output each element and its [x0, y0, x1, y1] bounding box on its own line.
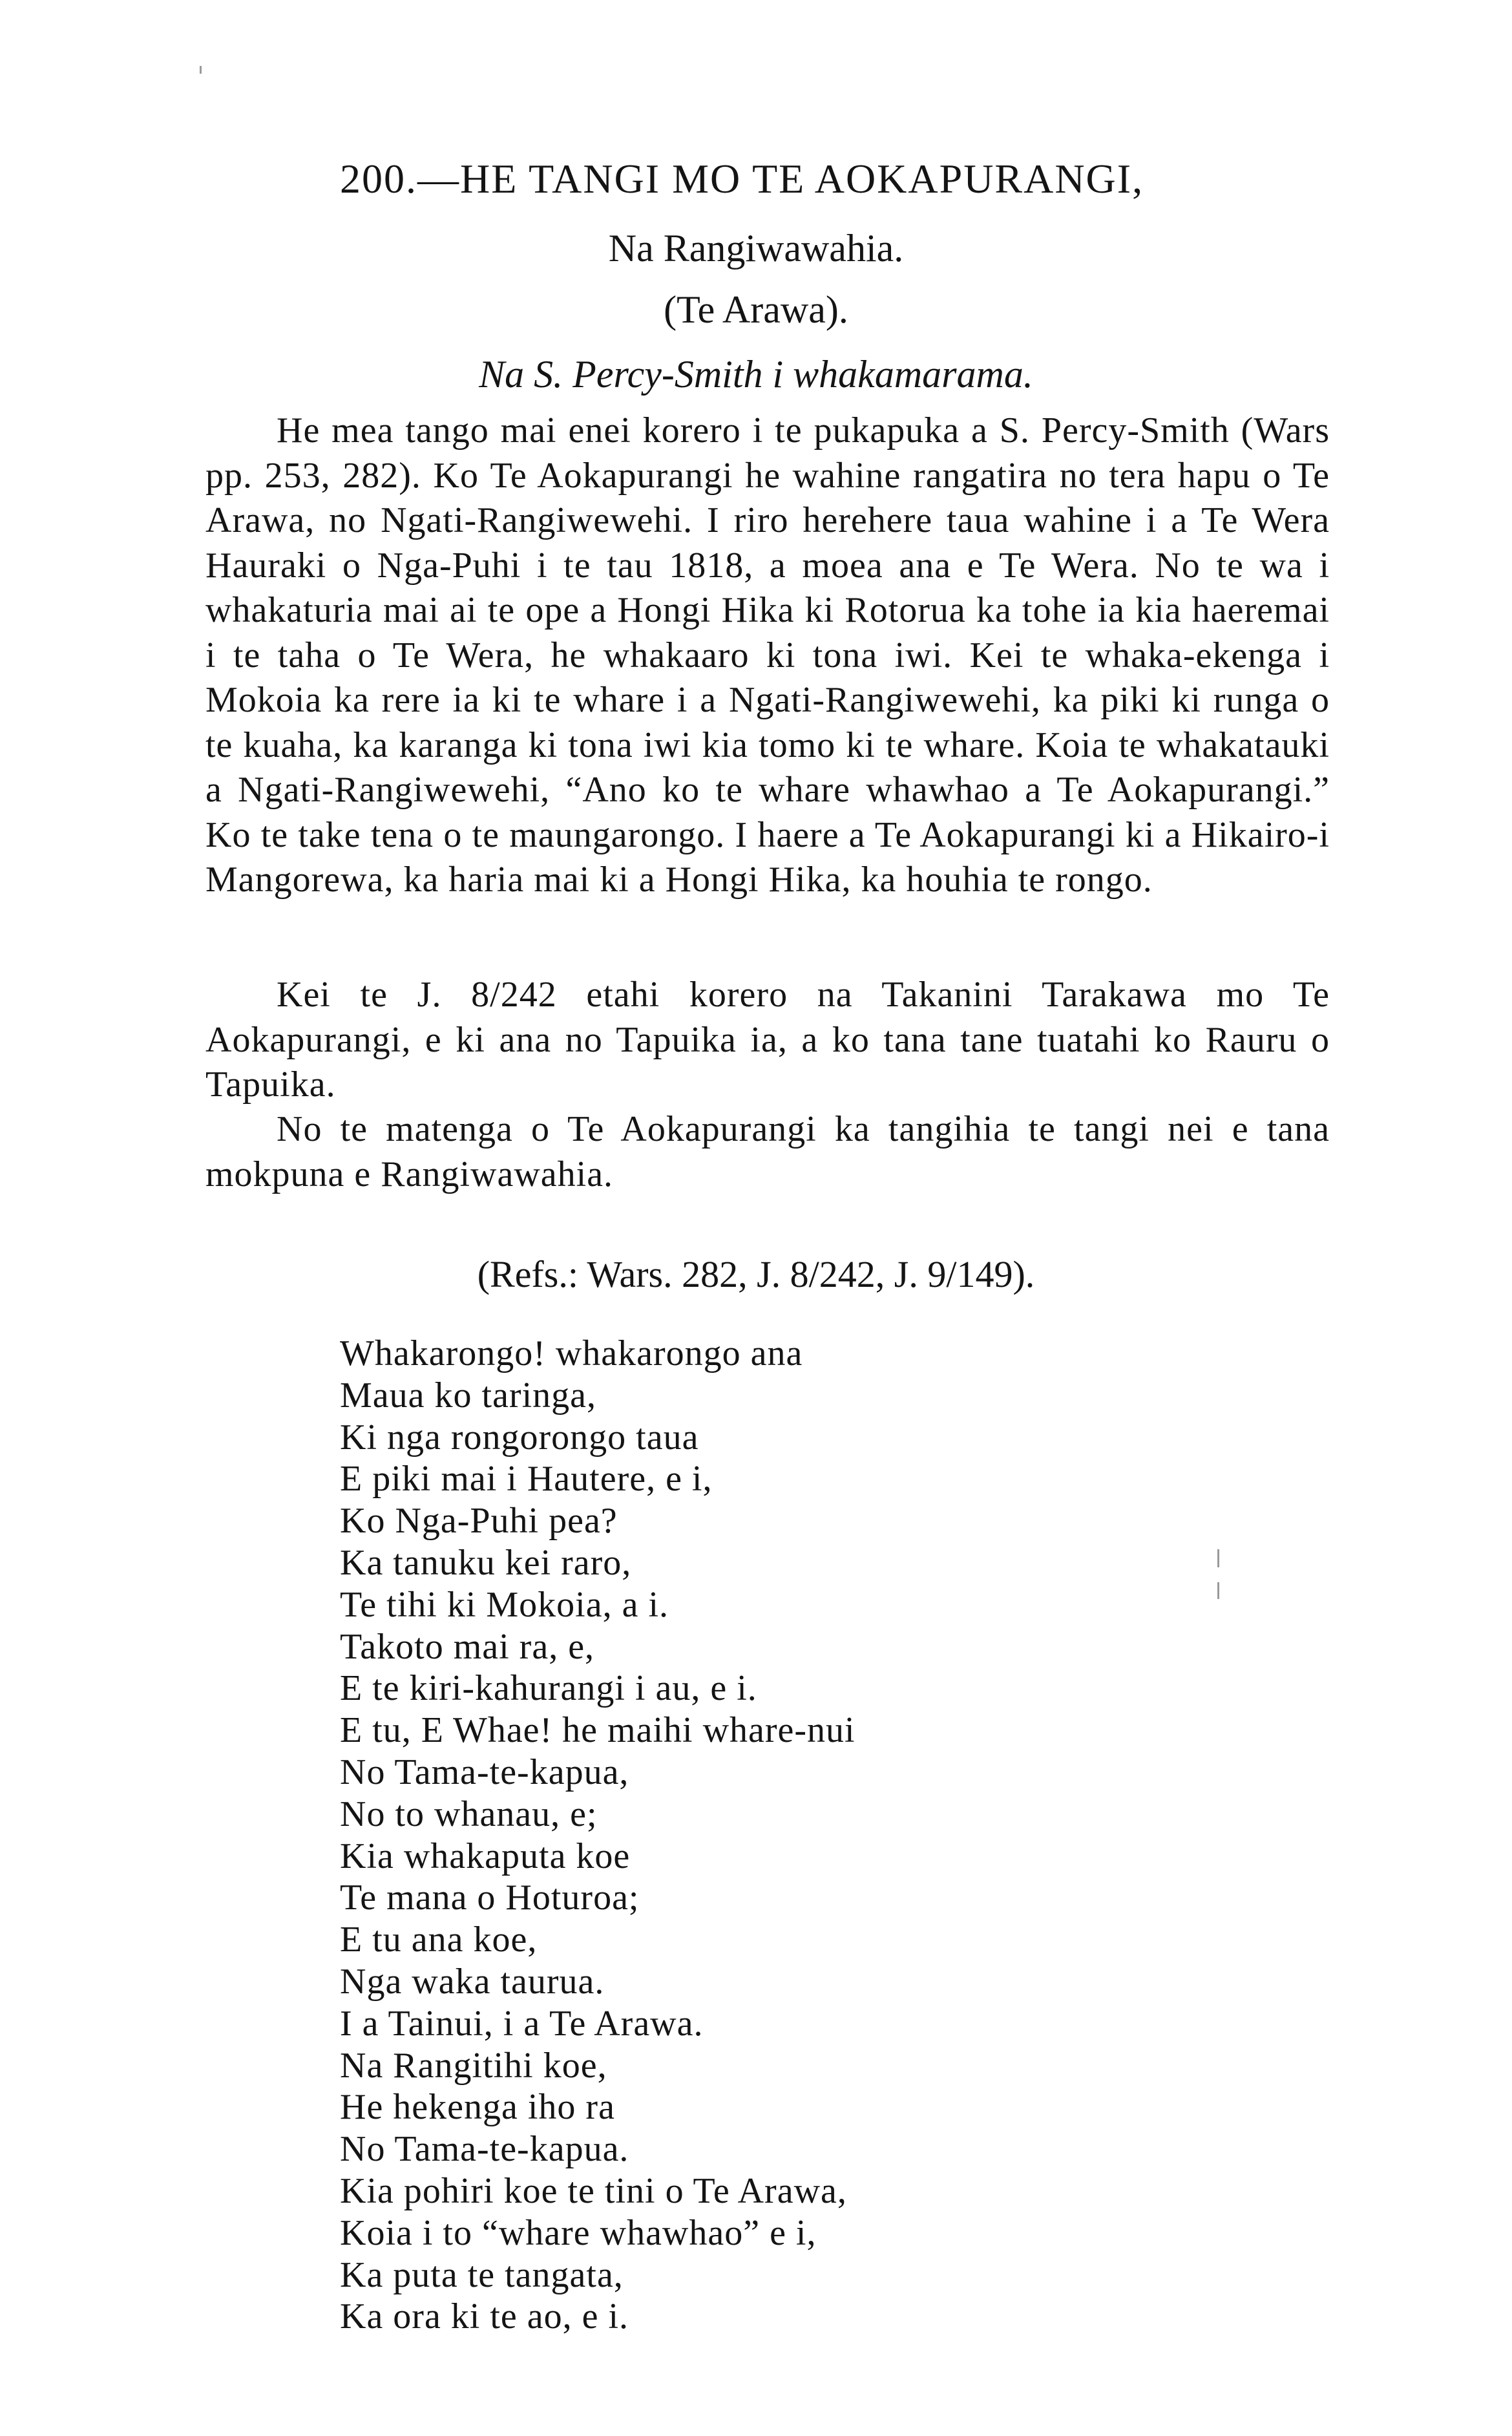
poem-line: Maua ko taringa, — [340, 1375, 596, 1415]
song-heading: 200.—HE TANGI MO TE AOKAPURANGI, — [340, 156, 1144, 202]
song-author: Na Rangiwawahia. — [608, 227, 904, 270]
poem-line: Whakarongo! whakarongo ana — [340, 1333, 803, 1373]
poem-text — [340, 1333, 856, 2338]
scan-speck — [1217, 1549, 1219, 1567]
poem-line: He hekenga iho ra — [340, 2087, 615, 2128]
poem-line: Te tihi ki Mokoia, a i. — [340, 1584, 669, 1625]
poem-line: Te mana o Hoturoa; — [340, 1878, 640, 1918]
poem-line: Ka ora ki te ao, e i. — [340, 2296, 629, 2337]
intro-paragraph — [205, 408, 1330, 903]
poem-line: Kia pohiri koe te tini o Te Arawa, — [340, 2170, 847, 2211]
poem-line: E tu ana koe, — [340, 1920, 538, 1960]
paragraph-text: No te matenga o Te Aokapurangi ka tangihia te tangi nei e tana mokpuna e Rangiwawahia. — [205, 1109, 1330, 1194]
song-tribe: (Te Arawa). — [664, 288, 848, 331]
poem-line: I a Tainui, i a Te Arawa. — [340, 2003, 704, 2044]
poem-line: No Tama-te-kapua, — [340, 1752, 629, 1792]
paragraph-text: Kei te J. 8/242 etahi korero na Takanini Tarakawa mo Te Aokapurangi, e ki ana no Tapuika ia, a ko tana tane tuatahi ko Rauru o Tapuika. — [205, 975, 1330, 1105]
poem-line: Ki nga rongorongo taua — [340, 1417, 699, 1457]
poem-line: No Tama-te-kapua. — [340, 2129, 629, 2170]
poem-line: E tu, E Whae! he maihi whare-nui — [340, 1710, 856, 1751]
poem-line: Na Rangitihi koe, — [340, 2045, 607, 2086]
intro-paragraph — [205, 1107, 1330, 1197]
poem-line: Nga waka taurua. — [340, 1961, 605, 2002]
intro-paragraph — [205, 973, 1330, 1108]
explainer-credit: Na S. Percy-Smith i whakamarama. — [479, 353, 1033, 396]
poem-line: E piki mai i Hautere, e i, — [340, 1459, 713, 1499]
scan-speck — [200, 66, 202, 74]
poem-line: E te kiri-kahurangi i au, e i. — [340, 1668, 757, 1709]
poem-line: Kia whakaputa koe — [340, 1836, 631, 1876]
paragraph-text: He mea tango mai enei korero i te pukapuka a S. Percy-Smith (Wars pp. 253, 282). Ko Te Aokapurangi he wahine rangatira no tera hapu o Te Arawa, no Ngati-Rangiwewehi. I riro herehere taua wahine i a Te Wera Hauraki o Nga-Puhi i te tau 1818, a moea ana e Te Wera. No te wa i whakaturia mai ai te ope a Hongi Hika ki Rotorua ka tohe ia kia haeremai i te taha o Te Wera, he whakaaro ki tona iwi. Kei te whaka-ekenga i Mokoia ka rere ia ki te whare i a Ngati-Rangiwewehi, ka piki ki runga o te kuaha, ka karanga ki tona iwi kia tomo ki te whare. Koia te whakatauki a Ngati-Rangiwewehi, “Ano ko te whare whawhao a Te Aokapurangi.” Ko te take tena o te maungarongo. I haere a Te Aokapurangi ki a Hikairo-i Mangorewa, ka haria mai ki a Hongi Hika, ka houhia te rongo. — [205, 410, 1330, 900]
poem-line: Koia i to “whare whawhao” e i, — [340, 2212, 817, 2253]
scan-speck — [1217, 1582, 1219, 1599]
poem-line: Ka puta te tangata, — [340, 2254, 624, 2295]
references-line: (Refs.: Wars. 282, J. 8/242, J. 9/149). — [477, 1253, 1035, 1295]
poem-line: Takoto mai ra, e, — [340, 1626, 595, 1667]
poem-line: Ka tanuku kei raro, — [340, 1542, 632, 1583]
poem-line: Ko Nga-Puhi pea? — [340, 1501, 618, 1541]
poem-line: No to whanau, e; — [340, 1794, 598, 1834]
